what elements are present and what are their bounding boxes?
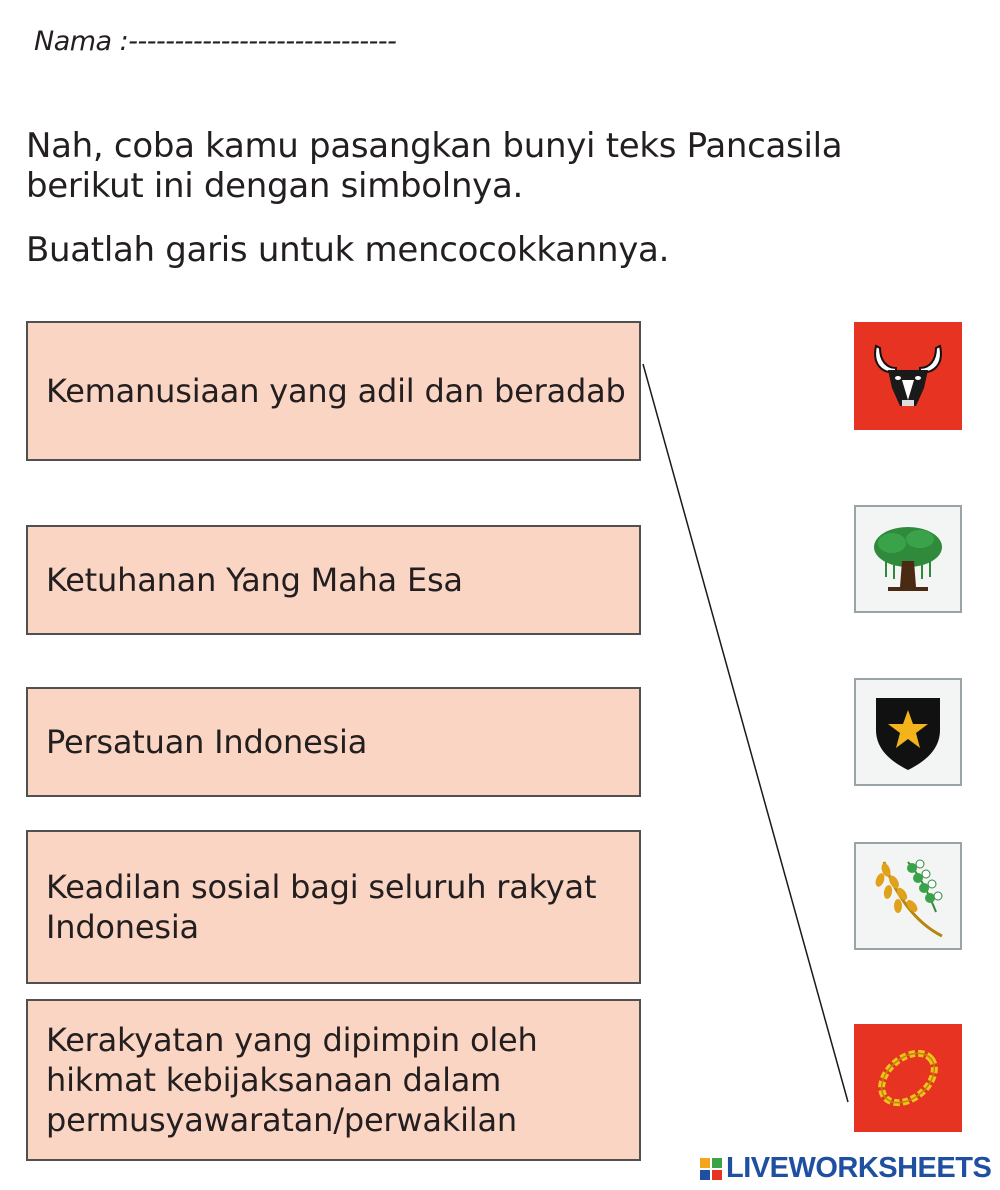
statement-text: Ketuhanan Yang Maha Esa [46, 561, 463, 599]
instruction-subtext: Buatlah garis untuk mencocokkannya. [26, 230, 670, 270]
match-line[interactable] [643, 364, 848, 1102]
liveworksheets-logo [700, 1152, 991, 1185]
statement-text: Keadilan sosial bagi seluruh rakyat Indonesia [46, 868, 597, 946]
statement-text: Kerakyatan yang dipimpin oleh hikmat kebijaksanaan dalam permusyawaratan/perwakilan [46, 1021, 538, 1139]
brand-text: LIVEWORKSHEETS [726, 1152, 992, 1184]
brand-icon [700, 1158, 722, 1180]
name-field-label: Nama :----------------------------- [34, 26, 397, 57]
statement-text: Persatuan Indonesia [46, 723, 368, 761]
instruction-text: Nah, coba kamu pasangkan bunyi teks Pancasila berikut ini dengan simbolnya. [26, 126, 843, 206]
statement-text: Kemanusiaan yang adil dan beradab [46, 372, 626, 410]
